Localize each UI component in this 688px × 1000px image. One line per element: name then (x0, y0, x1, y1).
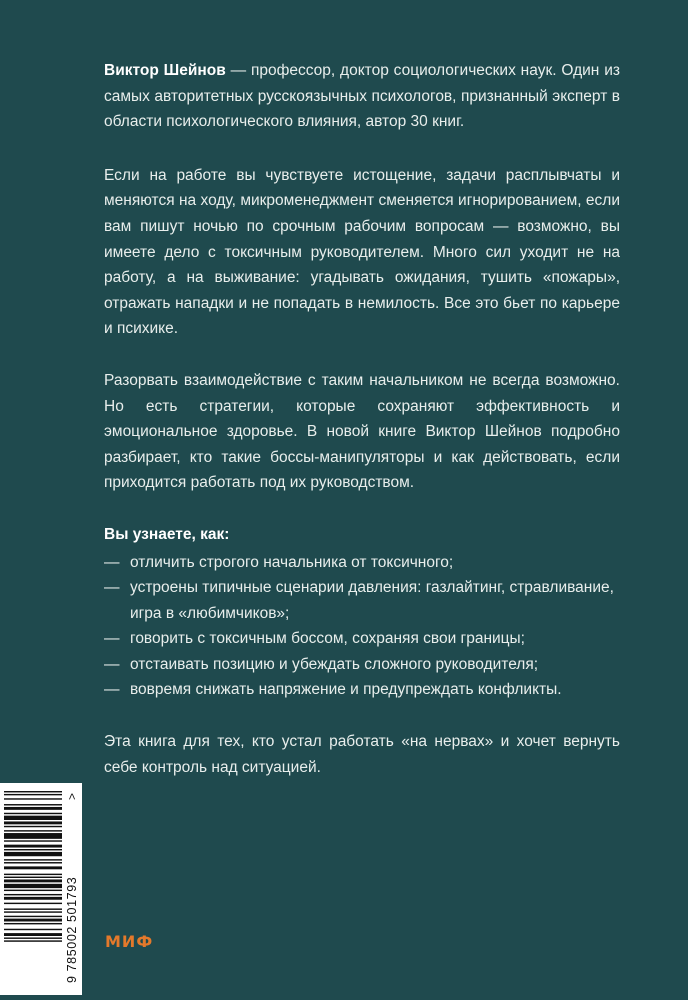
author-bio: — профессор, доктор социологических наук. Один из самых авторитетных русскоязычных психологов, признанный эксперт в области психологического влияния, автор 30 книг. (104, 62, 620, 131)
barcode-bar (4, 877, 62, 878)
barcode-bar (4, 911, 62, 912)
list-item: — говорить с токсичным боссом, сохраняя свои границы; (104, 626, 620, 652)
barcode-bar (4, 833, 62, 839)
dash-bullet: — (104, 630, 120, 648)
barcode-bar (4, 804, 62, 805)
author-intro (104, 58, 620, 135)
barcode-bar (4, 916, 62, 917)
barcode-bar (4, 845, 62, 848)
barcode-bar (4, 813, 62, 814)
list-item: — вовремя снижать напряжение и предупреждать конфликты. (104, 677, 620, 703)
barcode-bar (4, 884, 62, 888)
barcode-bar (4, 859, 62, 860)
barcode-bar (4, 894, 62, 895)
barcode-bar (4, 862, 62, 863)
barcode-bar (4, 937, 62, 938)
learn-heading: Вы узнаете, как: (104, 525, 230, 543)
barcode-bar (4, 794, 62, 795)
barcode-end-mark: > (65, 792, 79, 800)
dash-bullet: — (104, 681, 120, 699)
barcode-bar (4, 840, 62, 841)
dash-bullet: — (104, 553, 120, 571)
barcode-bar (4, 933, 62, 936)
dash-bullet: — (104, 579, 120, 597)
barcode-bars (4, 791, 62, 942)
barcode-bar (4, 940, 62, 941)
barcode-bar (4, 903, 62, 904)
barcode-bar (4, 826, 62, 827)
paragraph-problem: Если на работе вы чувствуете истощение, задачи расплывчаты и меняются на ходу, микроменеджмент сменяется игнорированием, если вам пишут ночью по срочным рабочим вопросам — возможно, вы имеете дело с токсичным руководителем. Много сил уходит не на работу, а на выживание: угадывать ожидания, тушить «пожары», отражать нападки и не попадать в немилость. Все это бьет по карьере и психике. (104, 166, 620, 338)
list-item: — отстаивать позицию и убеждать сложного руководителя; (104, 652, 620, 678)
barcode-bar (4, 897, 62, 900)
author-name: Виктор Шейнов (104, 62, 226, 79)
barcode-bar (4, 929, 62, 930)
barcode-bar (4, 791, 62, 792)
barcode-bar (4, 821, 62, 824)
barcode-bar (4, 798, 62, 799)
barcode-bar (4, 919, 62, 922)
paragraph-solution: Разорвать взаимодействие с таким начальником не всегда возможно. Но есть стратегии, которые сохраняют эффективность и эмоциональное здоровье. В новой книге Виктор Шейнов подробно разбирает, кто такие боссы-манипуляторы и как действовать, если приходится работать под их руководством. (104, 371, 620, 492)
back-cover-text (104, 58, 620, 806)
barcode-bar (4, 852, 62, 856)
learn-list (104, 550, 620, 704)
barcode-bar (4, 849, 62, 850)
list-item: — устроены типичные сценарии давления: газлайтинг, стравливание, игра в «любимчиков»; (104, 575, 620, 626)
barcode-bar (4, 908, 62, 909)
barcode-bar (4, 879, 62, 882)
dash-bullet: — (104, 655, 120, 673)
barcode-bar (4, 807, 62, 810)
paragraph-closing: Эта книга для тех, кто устал работать «на нервах» и хочет вернуть себе контроль над ситуацией. (104, 733, 620, 776)
publisher-logo: МИФ (105, 932, 154, 951)
barcode-digits: 9 785002 501793 (65, 876, 79, 983)
barcode-bar (4, 923, 62, 924)
list-item: — отличить строгого начальника от токсичного; (104, 550, 620, 576)
barcode-bar (4, 866, 62, 869)
barcode-bar (4, 816, 62, 820)
isbn-barcode (0, 783, 82, 995)
barcode-bar (4, 830, 62, 831)
barcode-bar (4, 890, 62, 891)
barcode-bar (4, 874, 62, 875)
